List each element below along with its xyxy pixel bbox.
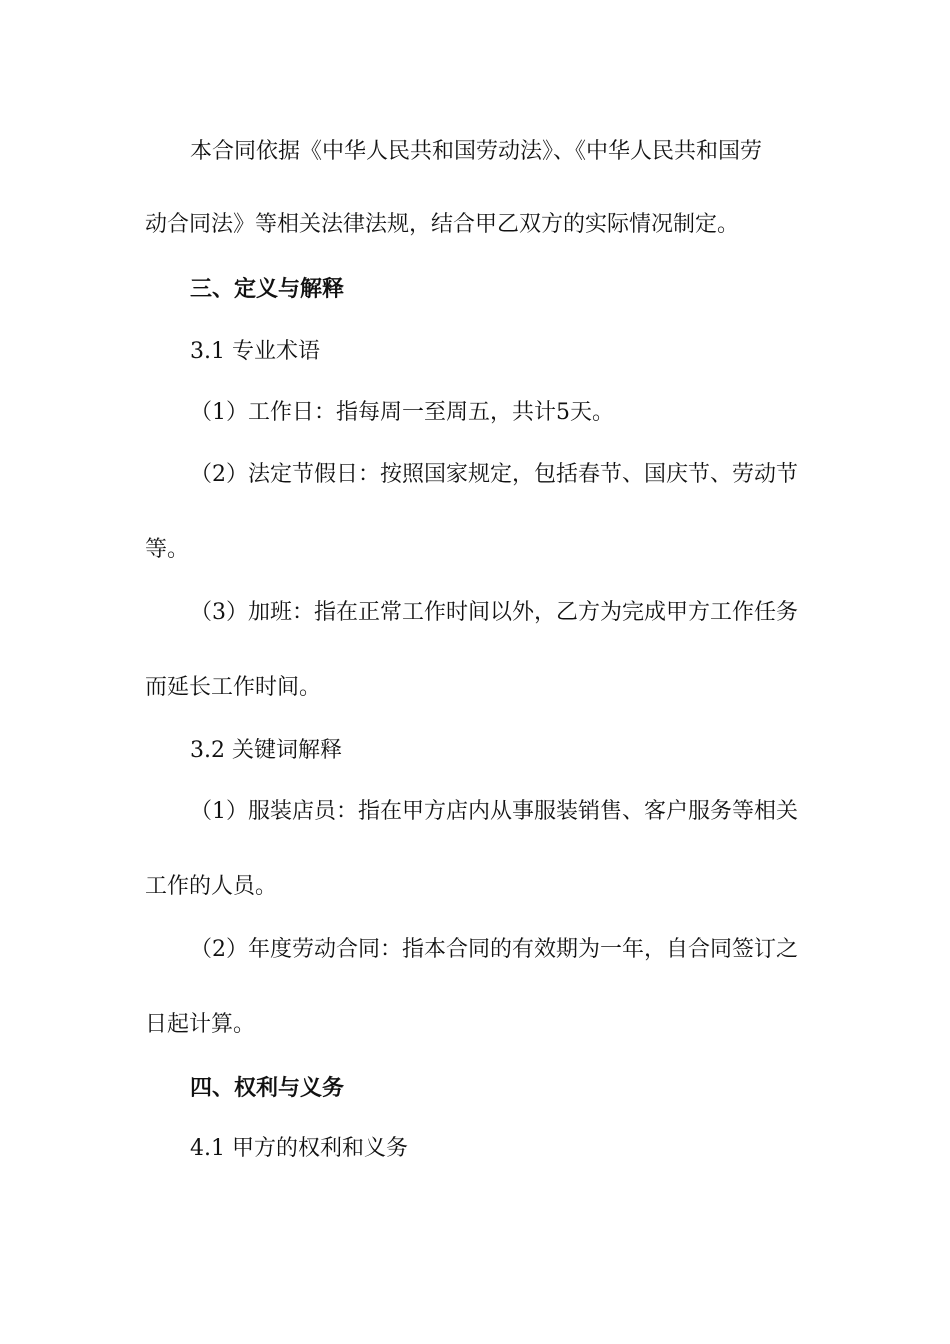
definition-contract-line-1: （2）年度劳动合同：指本合同的有效期为一年，自合同签订之 [190, 937, 798, 962]
definition-holiday-line-2: 等。 [145, 537, 190, 562]
definition-workday: （1）工作日：指每周一至周五，共计5天。 [190, 400, 614, 425]
section-heading-definitions: 三、定义与解释 [190, 276, 345, 302]
definition-holiday-line-1: （2）法定节假日：按照国家规定，包括春节、国庆节、劳动节 [190, 462, 798, 487]
definition-contract-line-2: 日起计算。 [145, 1012, 256, 1037]
definition-overtime-line-1: （3）加班：指在正常工作时间以外，乙方为完成甲方工作任务 [190, 600, 798, 625]
definition-clerk-line-2: 工作的人员。 [145, 874, 278, 899]
subsection-3-2-title: 3.2 关键词解释 [190, 738, 342, 763]
section-heading-rights: 四、权利与义务 [190, 1075, 345, 1101]
subsection-4-1-title: 4.1 甲方的权利和义务 [190, 1136, 408, 1161]
paragraph-legal-basis-line-1: 本合同依据《中华人民共和国劳动法》、《中华人民共和国劳 [190, 139, 763, 164]
definition-overtime-line-2: 而延长工作时间。 [145, 675, 322, 700]
definition-clerk-line-1: （1）服装店员：指在甲方店内从事服装销售、客户服务等相关 [190, 799, 798, 824]
paragraph-legal-basis-line-2: 动合同法》等相关法律法规，结合甲乙双方的实际情况制定。 [145, 212, 740, 237]
subsection-3-1-title: 3.1 专业术语 [190, 339, 320, 364]
